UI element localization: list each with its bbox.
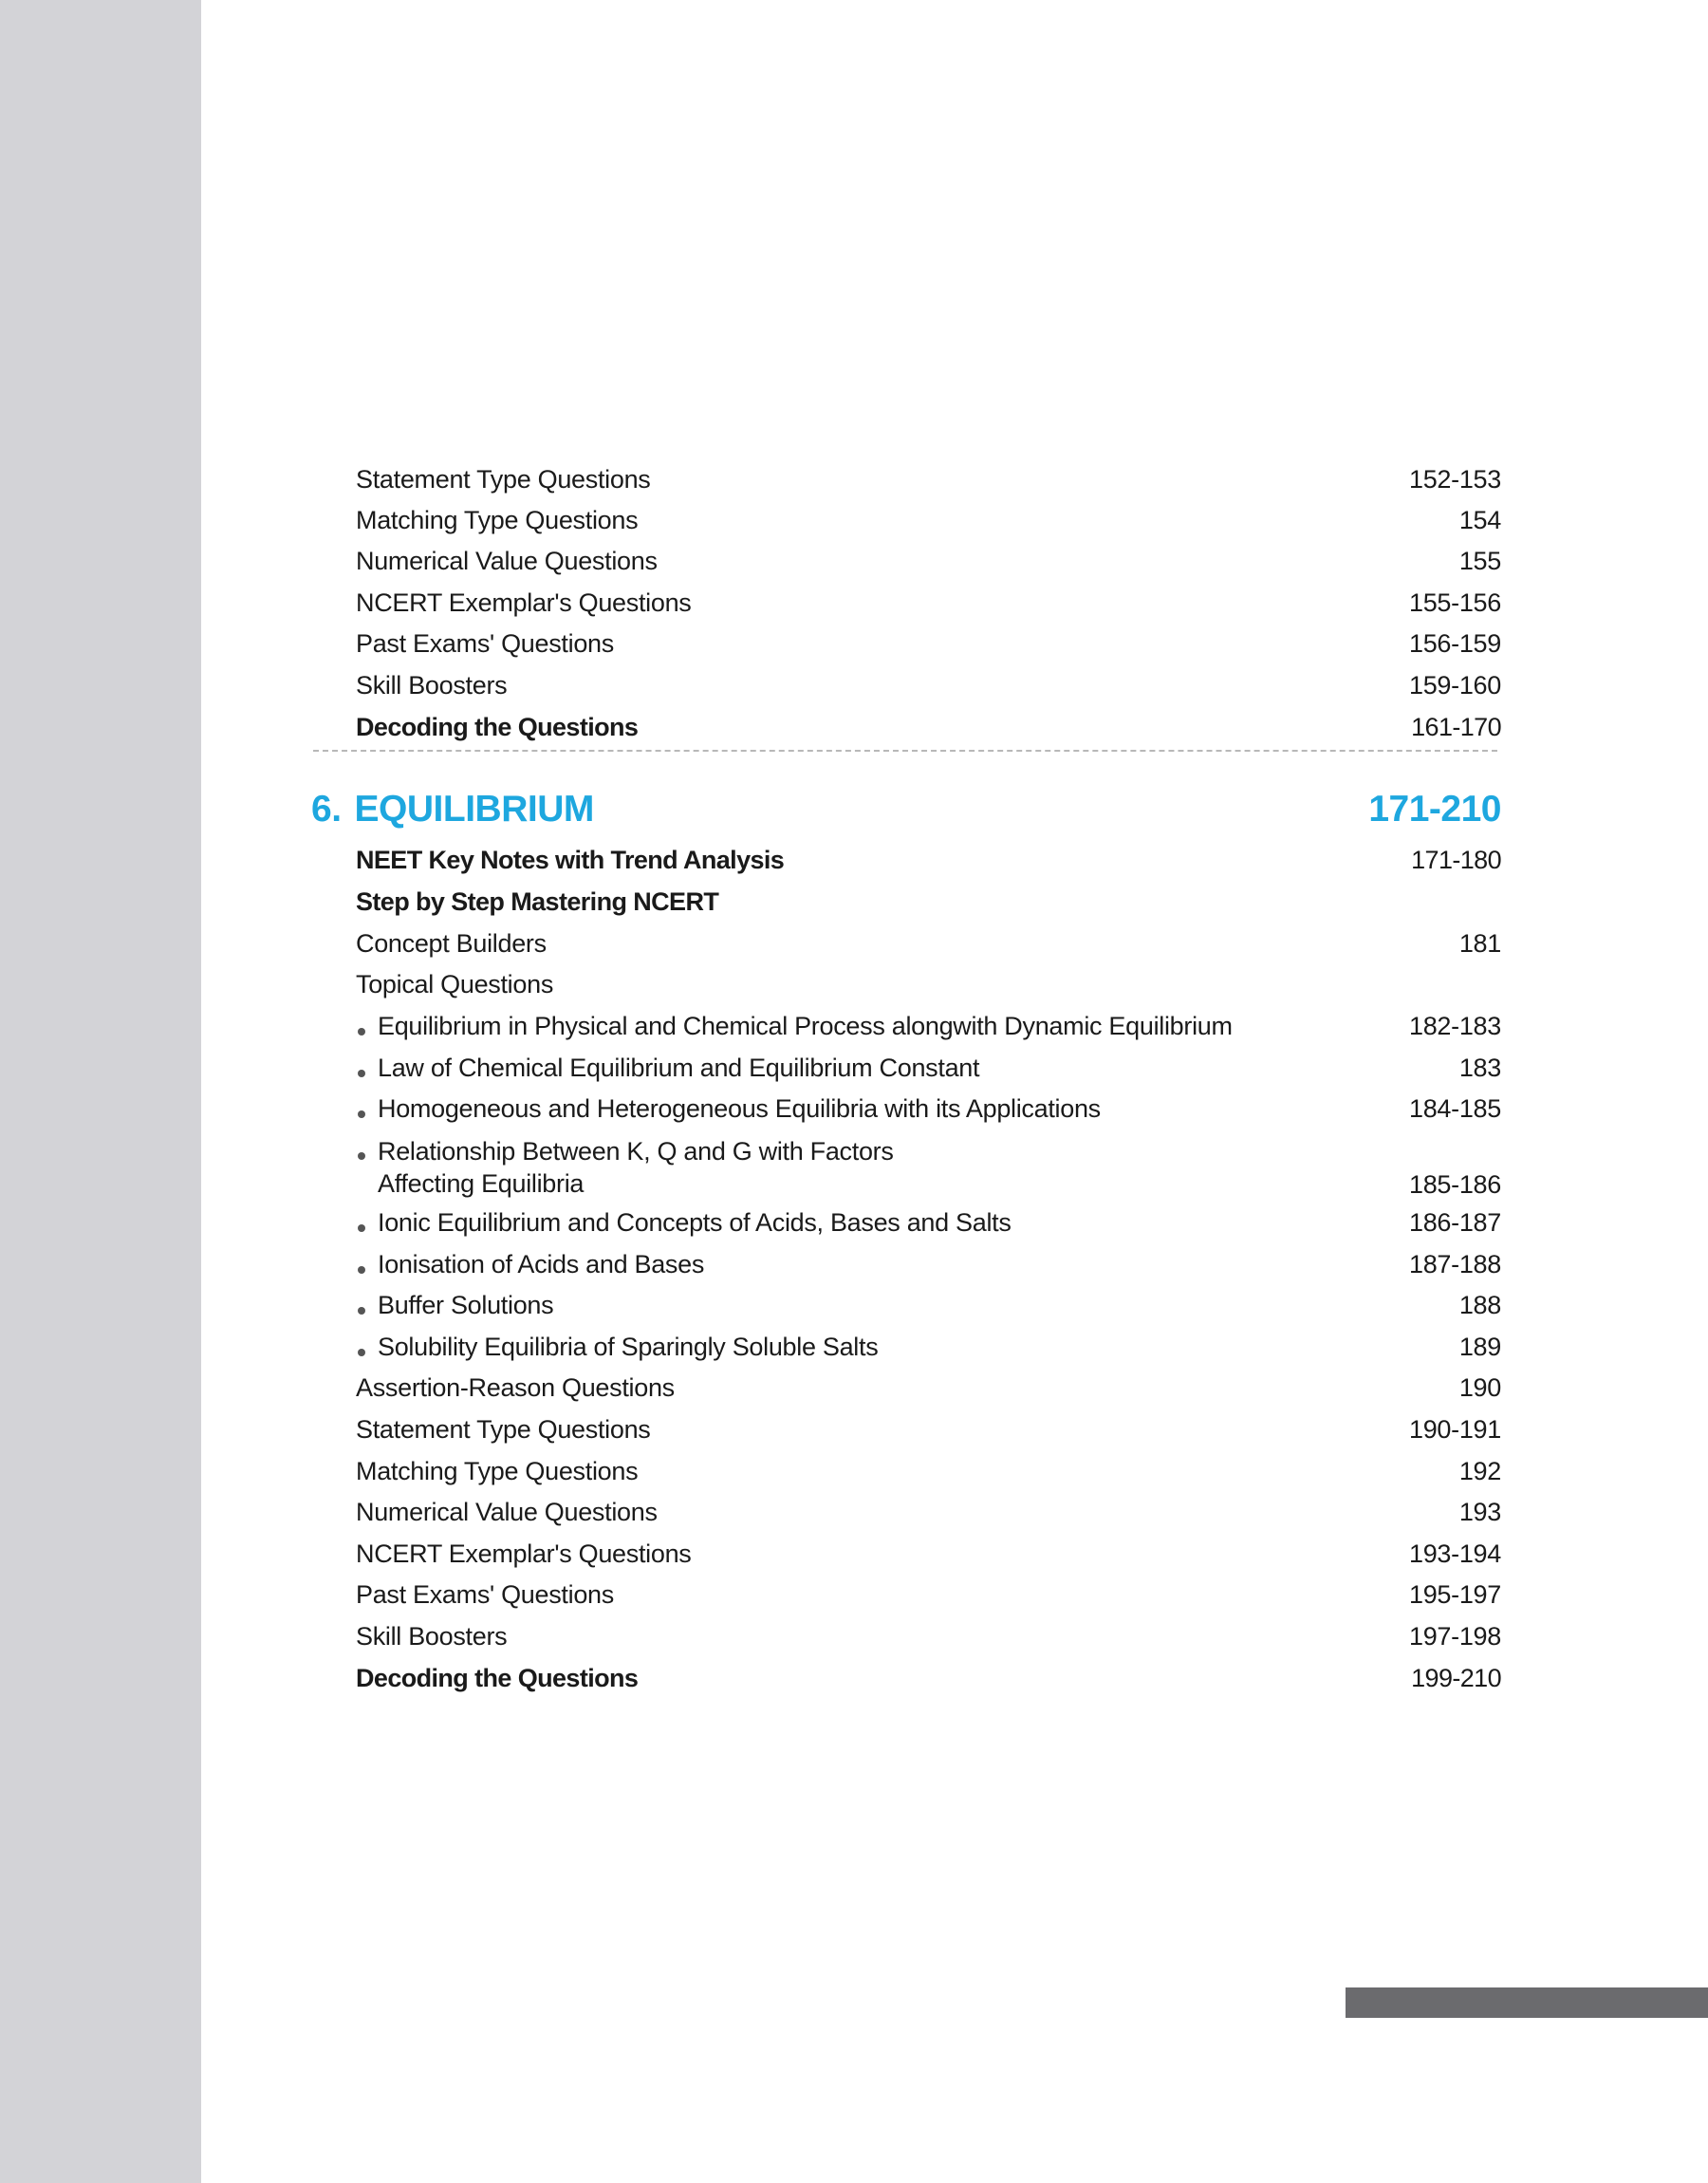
toc-entry-label: NEET Key Notes with Trend Analysis [356, 846, 785, 874]
toc-topic-label [356, 1135, 894, 1200]
toc-entry-pages: 193 [1458, 1498, 1501, 1526]
toc-topic-pages: 184-185 [1409, 1094, 1501, 1123]
toc-entry-label: NCERT Exemplar's Questions [356, 588, 692, 617]
toc-entry-pages: 190-191 [1409, 1415, 1501, 1444]
toc-topic[interactable] [356, 1011, 1501, 1041]
toc-entry-label: Assertion-Reason Questions [356, 1373, 675, 1402]
toc-topic-label: Ionic Equilibrium and Concepts of Acids, Bases and Salts [356, 1207, 1012, 1238]
toc-entry-label: Skill Boosters [356, 671, 508, 700]
left-margin-band [0, 0, 201, 2183]
toc-entry[interactable] [356, 670, 1501, 700]
toc-topic[interactable] [356, 1053, 1501, 1083]
toc-entry-pages: 171-180 [1411, 846, 1501, 874]
toc-topic-label: Buffer Solutions [356, 1290, 553, 1320]
toc-entry[interactable] [356, 588, 1501, 618]
toc-entry[interactable] [356, 628, 1501, 659]
toc-entry-label: Skill Boosters [356, 1622, 508, 1651]
chapter-number: 6. [311, 789, 342, 830]
toc-entry[interactable] [356, 969, 1501, 999]
toc-topic-pages: 182-183 [1409, 1012, 1501, 1040]
toc-entry[interactable] [356, 1579, 1501, 1610]
toc-entry-label: NCERT Exemplar's Questions [356, 1539, 692, 1568]
toc-topic-label: Solubility Equilibria of Sparingly Soluble Salts [356, 1332, 878, 1362]
toc-entry-pages: 155-156 [1409, 588, 1501, 617]
toc-topic[interactable] [356, 1135, 1501, 1200]
chapter-pages: 171-210 [1368, 789, 1501, 830]
toc-topic[interactable] [356, 1290, 1501, 1320]
toc-entry-pages: 152-153 [1409, 465, 1501, 494]
toc-entry[interactable] [356, 546, 1501, 576]
toc-entry-label: Past Exams' Questions [356, 629, 614, 658]
toc-entry-pages: 190 [1458, 1373, 1501, 1402]
toc-topic-pages: 185-186 [1409, 1170, 1501, 1199]
toc-entry-label: Statement Type Questions [356, 1415, 651, 1444]
toc-topic-label: Ionisation of Acids and Bases [356, 1249, 704, 1279]
toc-entry[interactable] [356, 1497, 1501, 1527]
toc-topic[interactable] [356, 1207, 1501, 1238]
toc-entry-label: Matching Type Questions [356, 1457, 639, 1485]
toc-topic-label-line2: Affecting Equilibria [378, 1169, 585, 1198]
toc-entry-label: Matching Type Questions [356, 506, 639, 534]
toc-topic-pages: 187-188 [1409, 1250, 1501, 1278]
toc-topic[interactable] [356, 1332, 1501, 1362]
toc-entry-pages: 159-160 [1409, 671, 1501, 700]
toc-entry[interactable] [356, 845, 1501, 875]
toc-entry[interactable] [356, 928, 1501, 959]
toc-entry-pages: 155 [1458, 547, 1501, 575]
toc-entry-pages: 192 [1458, 1457, 1501, 1485]
toc-topic-pages: 189 [1458, 1333, 1501, 1361]
toc-entry[interactable] [356, 1539, 1501, 1569]
toc-entry[interactable] [356, 505, 1501, 535]
toc-topic-label: Homogeneous and Heterogeneous Equilibria with its Applications [356, 1093, 1101, 1124]
toc-entry-label: Numerical Value Questions [356, 547, 658, 575]
toc-topic-pages: 188 [1458, 1291, 1501, 1319]
toc-entry[interactable] [356, 464, 1501, 494]
footer-bar [1346, 1987, 1708, 2018]
toc-topic-label-line1: Relationship Between K, Q and G with Factors [378, 1137, 894, 1166]
toc-topic-label: Law of Chemical Equilibrium and Equilibrium Constant [356, 1053, 979, 1083]
toc-entry-pages: 161-170 [1411, 713, 1501, 741]
toc-entry-label: Decoding the Questions [356, 1664, 639, 1692]
toc-entry-label: Statement Type Questions [356, 465, 651, 494]
toc-entry[interactable] [356, 1372, 1501, 1403]
toc-entry[interactable] [356, 1414, 1501, 1445]
toc-topic-pages: 186-187 [1409, 1208, 1501, 1237]
toc-entry-pages: 156-159 [1409, 629, 1501, 658]
toc-topic-pages: 183 [1458, 1054, 1501, 1082]
toc-entry-label: Concept Builders [356, 929, 547, 958]
toc-entry-pages: 199-210 [1411, 1664, 1501, 1692]
toc-topic-label: Equilibrium in Physical and Chemical Process alongwith Dynamic Equilibrium [356, 1011, 1233, 1041]
chapter-heading[interactable] [311, 789, 1501, 830]
toc-entry[interactable] [356, 712, 1501, 742]
toc-entry-label: Topical Questions [356, 970, 554, 998]
chapter-title-text: EQUILIBRIUM [354, 789, 594, 830]
toc-entry-pages: 195-197 [1409, 1580, 1501, 1609]
chapter-title [311, 789, 594, 830]
toc-entry-label: Decoding the Questions [356, 713, 639, 741]
toc-entry-label: Past Exams' Questions [356, 1580, 614, 1609]
toc-topic[interactable] [356, 1093, 1501, 1124]
toc-entry-pages: 193-194 [1409, 1539, 1501, 1568]
section-divider [313, 750, 1497, 752]
toc-entry-pages: 154 [1458, 506, 1501, 534]
toc-entry-pages: 181 [1458, 929, 1501, 958]
toc-topic[interactable] [356, 1249, 1501, 1279]
toc-entry[interactable] [356, 886, 1501, 917]
toc-entry-label: Numerical Value Questions [356, 1498, 658, 1526]
toc-entry-label: Step by Step Mastering NCERT [356, 887, 719, 916]
toc-entry[interactable] [356, 1621, 1501, 1651]
toc-entry[interactable] [356, 1456, 1501, 1486]
toc-entry[interactable] [356, 1663, 1501, 1693]
toc-entry-pages: 197-198 [1409, 1622, 1501, 1651]
